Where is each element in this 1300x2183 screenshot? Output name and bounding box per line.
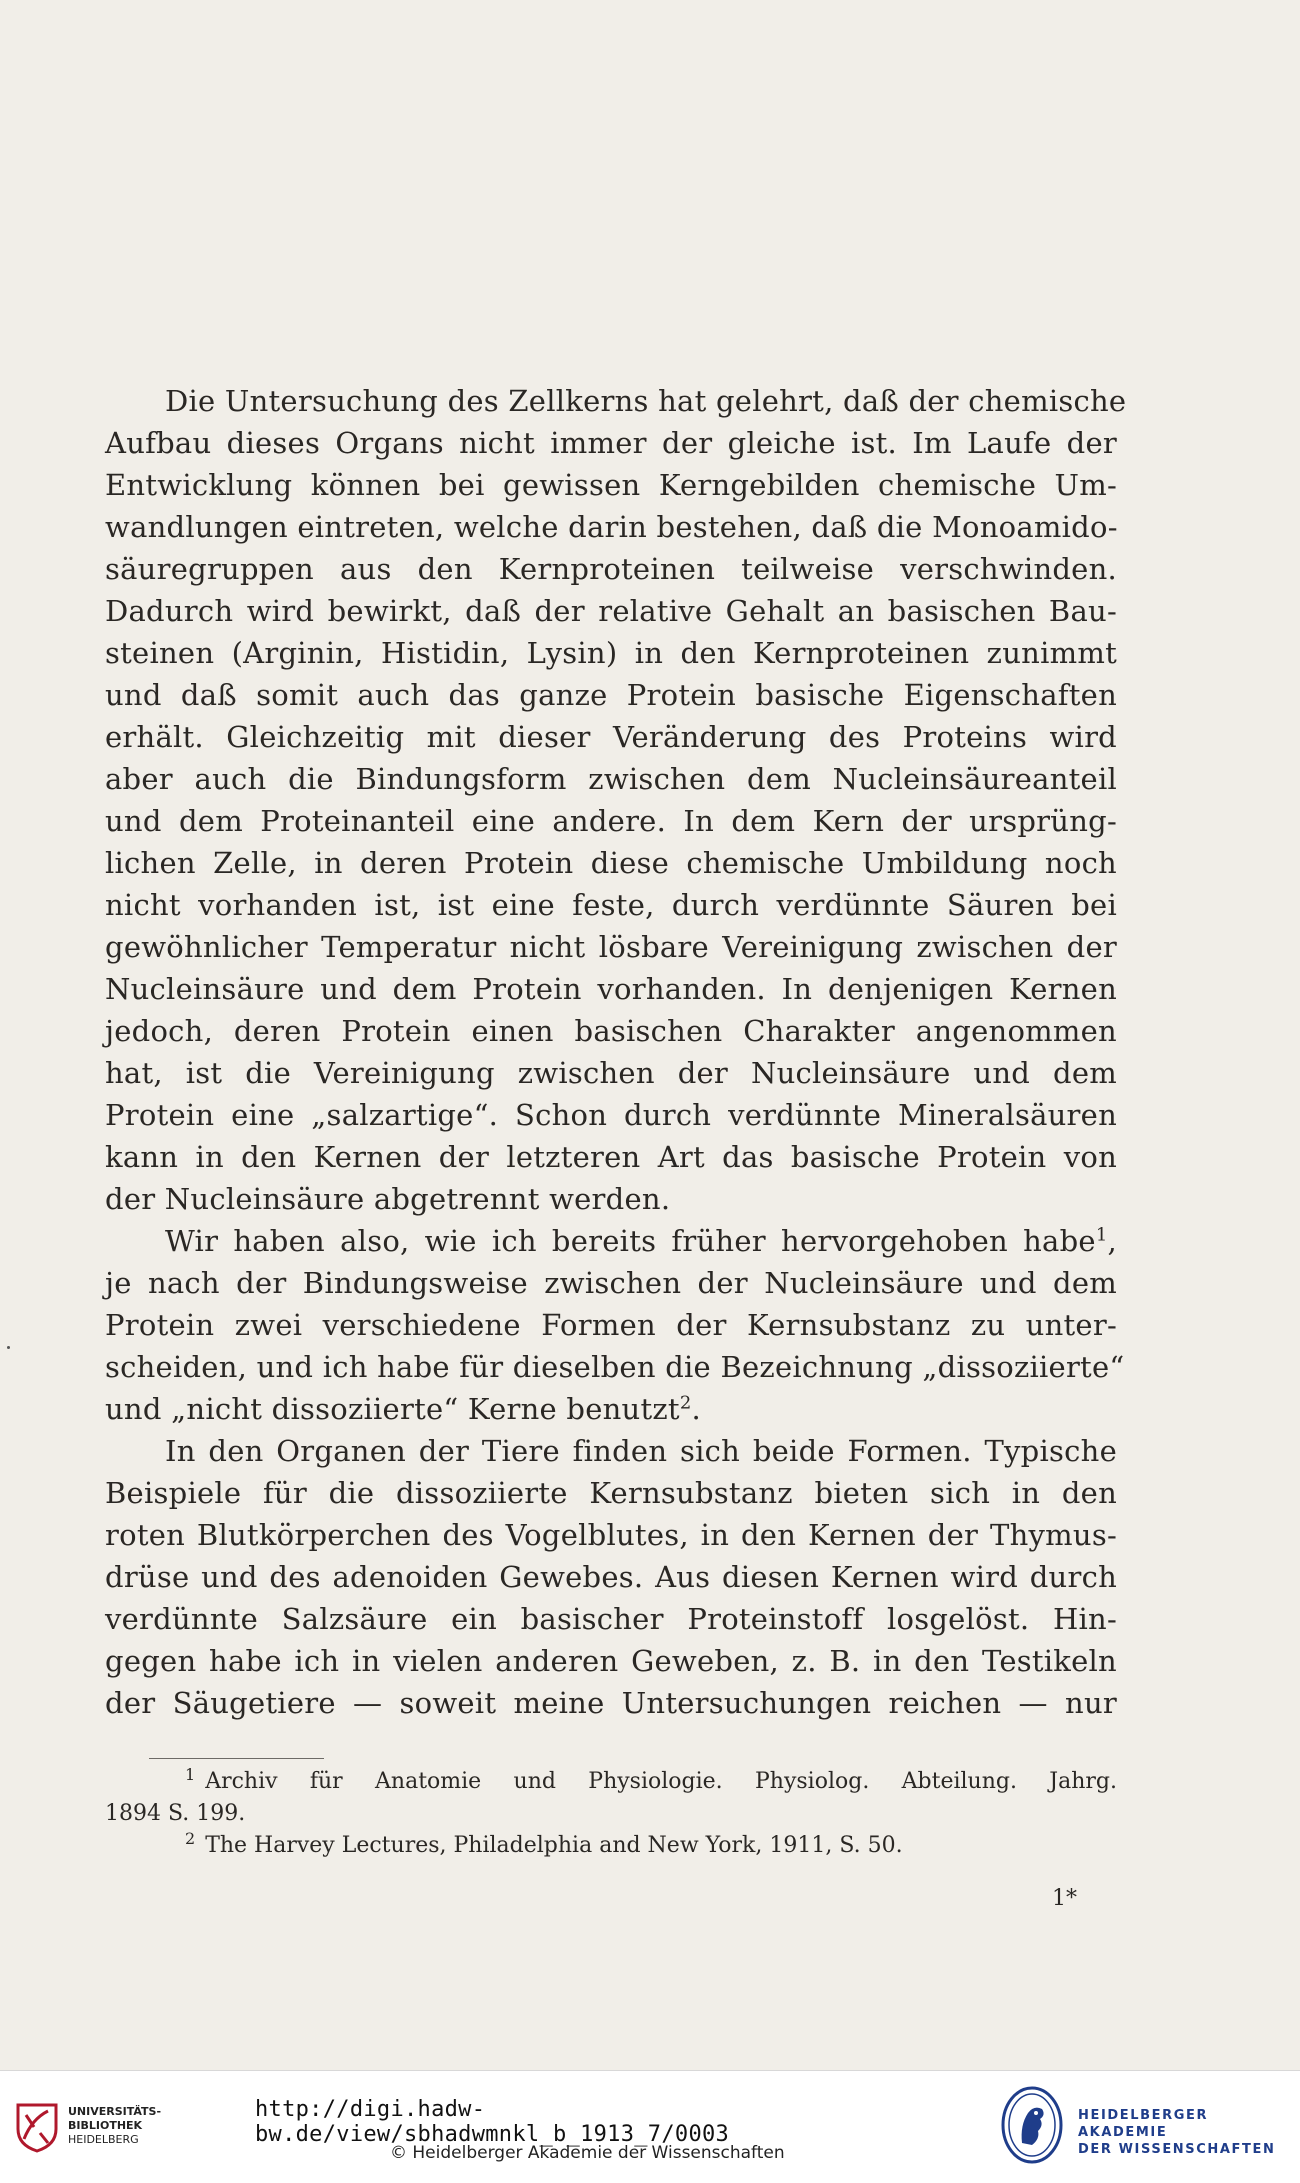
text-line: Die Untersuchung des Zellkerns hat gelehrt, daß der chemische — [165, 384, 1127, 418]
footnote-1-cont: 1894 S. 199. — [105, 1801, 246, 1826]
text-line: drüse und des adenoiden Gewebes. Aus diesen Kernen wird durch — [105, 1560, 1117, 1594]
text-line: Beispiele für die dissoziierte Kernsubstanz bieten sich in den — [105, 1476, 1117, 1510]
text-line: der Nucleinsäure abgetrennt werden. — [105, 1182, 671, 1216]
footnote-ref: 1 — [1095, 1224, 1108, 1246]
university-library-logo[interactable] — [10, 2087, 160, 2167]
text-line: säuregruppen aus den Kernproteinen teilweise verschwinden. — [105, 552, 1117, 586]
academy-seal-icon[interactable] — [1000, 2085, 1064, 2165]
text-line: aber auch die Bindungsform zwischen dem Nucleinsäureanteil — [105, 762, 1117, 796]
text-line: hat, ist die Vereinigung zwischen der Nucleinsäure und dem — [105, 1056, 1117, 1090]
library-emblem-icon — [14, 2099, 60, 2155]
text-line — [105, 1220, 1117, 1262]
footnote-1 — [105, 1766, 1117, 1798]
text-line: nicht vorhanden ist, ist eine feste, durch verdünnte Säuren bei — [105, 888, 1117, 922]
text-line: Nucleinsäure und dem Protein vorhanden. In denjenigen Kernen — [105, 972, 1117, 1006]
footnote-text: Archiv für Anatomie und Physiologie. Physiolog. Abteilung. Jahrg. — [205, 1769, 1117, 1794]
text-line: lichen Zelle, in deren Protein diese chemische Umbildung noch — [105, 846, 1117, 880]
text-line: je nach der Bindungsweise zwischen der Nucleinsäure und dem — [105, 1266, 1117, 1300]
body-text — [105, 380, 1127, 1724]
text-line: Protein zwei verschiedene Formen der Kernsubstanz zu unter- — [105, 1308, 1117, 1342]
punctuation: , — [1107, 1224, 1117, 1258]
footnote-number: 1 — [185, 1764, 196, 1784]
text-line: jedoch, deren Protein einen basischen Charakter angenommen — [105, 1014, 1117, 1048]
text-line: Dadurch wird bewirkt, daß der relative Gehalt an basischen Bau- — [105, 594, 1117, 628]
footer-bar — [0, 2070, 1300, 2183]
text-line: kann in den Kernen der letzteren Art das basische Protein von — [105, 1140, 1117, 1174]
library-name — [68, 2105, 161, 2147]
punctuation: . — [691, 1392, 701, 1426]
text-line: verdünnte Salzsäure ein basischer Proteinstoff losgelöst. Hin- — [105, 1602, 1117, 1636]
line-text: und „nicht dissoziierte“ Kerne benutzt — [105, 1392, 680, 1426]
line-text: Wir haben also, wie ich bereits früher hervorgehoben habe — [165, 1224, 1096, 1258]
text-line: In den Organen der Tiere finden sich beide Formen. Typische — [165, 1434, 1117, 1468]
text-line: und daß somit auch das ganze Protein basische Eigenschaften — [105, 678, 1117, 712]
footnote-ref: 2 — [679, 1392, 692, 1414]
signature-mark: 1* — [1052, 1886, 1077, 1911]
footnote-divider — [149, 1758, 324, 1759]
academy-line-1: HEIDELBERGER AKADEMIE — [1078, 2108, 1209, 2140]
library-line-1: UNIVERSITÄTS- — [68, 2105, 162, 2118]
copyright-notice: © Heidelberger Akademie der Wissenschaften — [390, 2143, 785, 2163]
text-line: Protein eine „salzartige“. Schon durch verdünnte Mineralsäuren — [105, 1098, 1117, 1132]
text-line: roten Blutkörperchen des Vogelblutes, in den Kernen der Thymus- — [105, 1518, 1117, 1552]
text-line: scheiden, und ich habe für dieselben die Bezeichnung „dissoziierte“ — [105, 1350, 1125, 1384]
text-line: erhält. Gleichzeitig mit dieser Veränderung des Proteins wird — [105, 720, 1117, 754]
document-url-link[interactable]: http://digi.hadw-bw.de/view/sbhadwmnkl_b_1913_7/0003 — [255, 2097, 730, 2147]
footnote-text: The Harvey Lectures, Philadelphia and New York, 1911, S. 50. — [205, 1833, 903, 1858]
text-line: gegen habe ich in vielen anderen Geweben, z. B. in den Testikeln — [105, 1644, 1117, 1678]
text-line: Entwicklung können bei gewissen Kerngebilden chemische Um- — [105, 468, 1117, 502]
text-line — [105, 1388, 1117, 1430]
text-line: der Säugetiere — soweit meine Untersuchungen reichen — nur — [105, 1686, 1117, 1720]
text-line: und dem Proteinanteil eine andere. In dem Kern der ursprüng- — [105, 804, 1117, 838]
text-line: gewöhnlicher Temperatur nicht lösbare Vereinigung zwischen der — [105, 930, 1117, 964]
scan-speck — [7, 1346, 10, 1349]
footnotes — [105, 1766, 1117, 1862]
text-line: Aufbau dieses Organs nicht immer der gleiche ist. Im Laufe der — [105, 426, 1117, 460]
library-line-3: HEIDELBERG — [68, 2133, 139, 2146]
academy-line-2: DER WISSENSCHAFTEN — [1078, 2142, 1276, 2157]
text-line: wandlungen eintreten, welche darin bestehen, daß die Monoamido- — [105, 510, 1118, 544]
text-line: steinen (Arginin, Histidin, Lysin) in den Kernproteinen zunimmt — [105, 636, 1117, 670]
footnote-number: 2 — [185, 1828, 196, 1848]
footnote-2 — [105, 1830, 1117, 1862]
academy-name — [1078, 2107, 1300, 2158]
library-line-2: BIBLIOTHEK — [68, 2119, 143, 2132]
